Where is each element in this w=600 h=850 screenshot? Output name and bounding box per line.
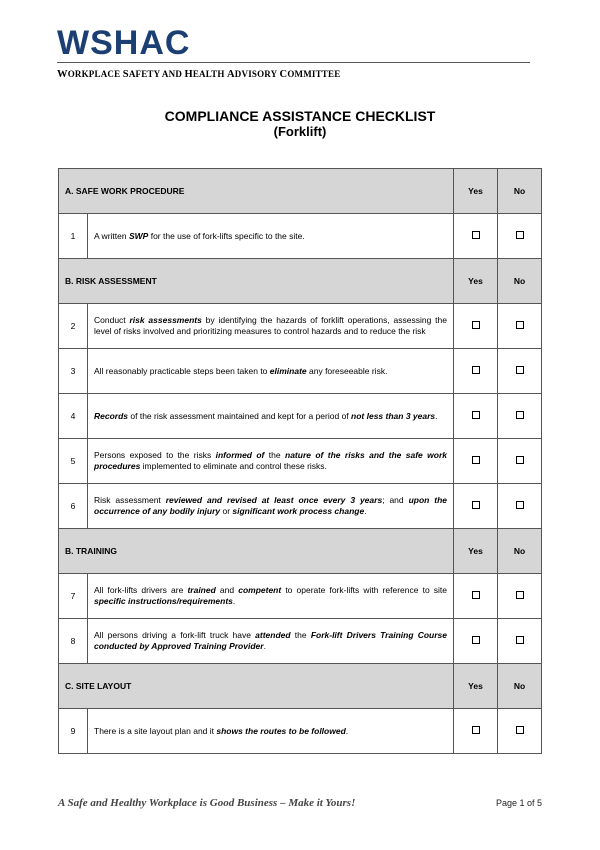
checklist-item-row	[59, 214, 542, 259]
item-text	[88, 304, 454, 349]
checklist-item-row	[59, 394, 542, 439]
text-fragment: A written	[94, 230, 129, 241]
emphasized-text: specific instructions/requirements	[94, 596, 233, 606]
text-fragment: for the use of fork-lifts specific to the site.	[148, 230, 305, 241]
item-number: 8	[59, 619, 88, 664]
section-header-row	[59, 529, 542, 574]
yes-checkbox[interactable]	[472, 411, 480, 419]
no-cell	[498, 214, 542, 259]
checklist-item-row	[59, 349, 542, 394]
checklist-item-row	[59, 304, 542, 349]
no-cell	[498, 304, 542, 349]
emphasized-text: eliminate	[269, 365, 307, 376]
text-fragment: All reasonably practicable steps been taken to	[94, 365, 270, 376]
emphasized-text: shows the routes to be followed	[216, 725, 346, 736]
yes-cell	[454, 619, 498, 664]
text-fragment: All persons driving a fork-lift truck have	[94, 630, 256, 640]
text-fragment: All fork-lifts drivers are	[94, 585, 188, 595]
emphasized-text: attended	[255, 630, 291, 640]
column-header-no: No	[498, 664, 542, 709]
yes-checkbox[interactable]	[472, 366, 480, 374]
emphasized-text: SWP	[128, 230, 149, 241]
column-header-yes: Yes	[454, 169, 498, 214]
item-text	[88, 349, 454, 394]
checklist-item-row	[59, 484, 542, 529]
item-text	[88, 574, 454, 619]
text-fragment: by identifying the hazards of forklift operations, assessing the level of risks involved and prioritizing measures to control hazards and to reduce the risk	[94, 315, 447, 336]
text-fragment: .	[364, 506, 367, 516]
text-fragment: .	[263, 641, 266, 651]
section-title: B. RISK ASSESSMENT	[59, 259, 454, 304]
emphasized-text: Fork-lift Drivers Training Course conducted by Approved Training Provider	[94, 630, 447, 651]
section-header-row	[59, 169, 542, 214]
text-fragment: Conduct	[94, 315, 130, 325]
yes-cell	[454, 574, 498, 619]
header-divider	[57, 62, 530, 63]
page-title: COMPLIANCE ASSISTANCE CHECKLIST	[164, 108, 436, 124]
no-checkbox[interactable]	[516, 321, 524, 329]
text-fragment: the	[264, 450, 285, 460]
text-fragment: Risk assessment	[94, 495, 166, 505]
text-fragment: to operate fork-lifts with reference to site	[281, 585, 448, 595]
checklist-table	[58, 168, 542, 754]
item-number: 4	[59, 394, 88, 439]
yes-cell	[454, 214, 498, 259]
column-header-no: No	[498, 169, 542, 214]
emphasized-text: Records	[94, 410, 129, 421]
text-fragment: any foreseeable risk.	[306, 365, 388, 376]
no-checkbox[interactable]	[516, 456, 524, 464]
no-cell	[498, 484, 542, 529]
text-fragment: .	[345, 725, 349, 736]
no-checkbox[interactable]	[516, 636, 524, 644]
emphasized-text: significant work process change	[232, 506, 365, 516]
column-header-yes: Yes	[454, 664, 498, 709]
footer-motto: A Safe and Healthy Workplace is Good Business – Make it Yours!	[58, 797, 356, 809]
section-title: B. TRAINING	[59, 529, 454, 574]
emphasized-text: not less than 3 years	[351, 410, 436, 421]
column-header-yes: Yes	[454, 259, 498, 304]
emphasized-text: risk assessments	[129, 315, 202, 325]
emphasized-text: trained	[187, 585, 216, 595]
no-checkbox[interactable]	[516, 231, 524, 239]
checklist-item-row	[59, 709, 542, 754]
column-header-no: No	[498, 529, 542, 574]
yes-checkbox[interactable]	[472, 636, 480, 644]
yes-checkbox[interactable]	[472, 501, 480, 509]
no-checkbox[interactable]	[516, 366, 524, 374]
item-number: 7	[59, 574, 88, 619]
yes-cell	[454, 439, 498, 484]
section-title: C. SITE LAYOUT	[59, 664, 454, 709]
checklist-item-row	[59, 619, 542, 664]
emphasized-text: nature of the risks and the safe work procedures	[94, 450, 447, 471]
no-checkbox[interactable]	[516, 411, 524, 419]
yes-checkbox[interactable]	[472, 591, 480, 599]
checklist-item-row	[59, 574, 542, 619]
text-fragment: Persons exposed to the risks	[94, 450, 216, 460]
text-fragment: the	[290, 630, 311, 640]
item-number: 6	[59, 484, 88, 529]
section-title: A. SAFE WORK PROCEDURE	[59, 169, 454, 214]
no-cell	[498, 349, 542, 394]
text-fragment: or	[220, 506, 233, 516]
item-number: 9	[59, 709, 88, 754]
organization-name: WORKPLACE SAFETY AND HEALTH ADVISORY COMMITTEE	[57, 69, 341, 80]
no-cell	[498, 619, 542, 664]
item-number: 5	[59, 439, 88, 484]
column-header-yes: Yes	[454, 529, 498, 574]
no-cell	[498, 394, 542, 439]
text-fragment: .	[435, 410, 438, 421]
text-fragment: ; and	[382, 495, 409, 505]
item-text	[88, 214, 454, 259]
item-number: 3	[59, 349, 88, 394]
wshac-logo: WSHAC	[57, 24, 191, 62]
text-fragment: There is a site layout plan and it	[94, 725, 217, 736]
yes-cell	[454, 304, 498, 349]
no-checkbox[interactable]	[516, 501, 524, 509]
item-number: 1	[59, 214, 88, 259]
section-header-row	[59, 259, 542, 304]
no-cell	[498, 709, 542, 754]
yes-cell	[454, 484, 498, 529]
no-checkbox[interactable]	[516, 726, 524, 734]
yes-cell	[454, 394, 498, 439]
item-text	[88, 619, 454, 664]
emphasized-text: upon the occurrence of any bodily injury	[94, 495, 447, 516]
item-text	[88, 484, 454, 529]
no-cell	[498, 439, 542, 484]
checklist-item-row	[59, 439, 542, 484]
item-text	[88, 439, 454, 484]
no-checkbox[interactable]	[516, 591, 524, 599]
yes-checkbox[interactable]	[472, 726, 480, 734]
emphasized-text: informed of	[215, 450, 265, 460]
yes-checkbox[interactable]	[472, 456, 480, 464]
yes-checkbox[interactable]	[472, 321, 480, 329]
page-subtitle: (Forklift)	[273, 124, 327, 139]
item-number: 2	[59, 304, 88, 349]
section-header-row	[59, 664, 542, 709]
yes-cell	[454, 709, 498, 754]
text-fragment: and	[215, 585, 239, 595]
emphasized-text: reviewed and revised at least once every 3 years	[165, 495, 383, 505]
item-text	[88, 709, 454, 754]
text-fragment: .	[232, 596, 236, 606]
no-cell	[498, 574, 542, 619]
item-text	[88, 394, 454, 439]
text-fragment: implemented to eliminate and control these risks.	[140, 461, 327, 471]
text-fragment: of the risk assessment maintained and kept for a period of	[128, 410, 352, 421]
yes-checkbox[interactable]	[472, 231, 480, 239]
yes-cell	[454, 349, 498, 394]
page-number: Page 1 of 5	[495, 798, 542, 808]
column-header-no: No	[498, 259, 542, 304]
emphasized-text: competent	[238, 585, 282, 595]
